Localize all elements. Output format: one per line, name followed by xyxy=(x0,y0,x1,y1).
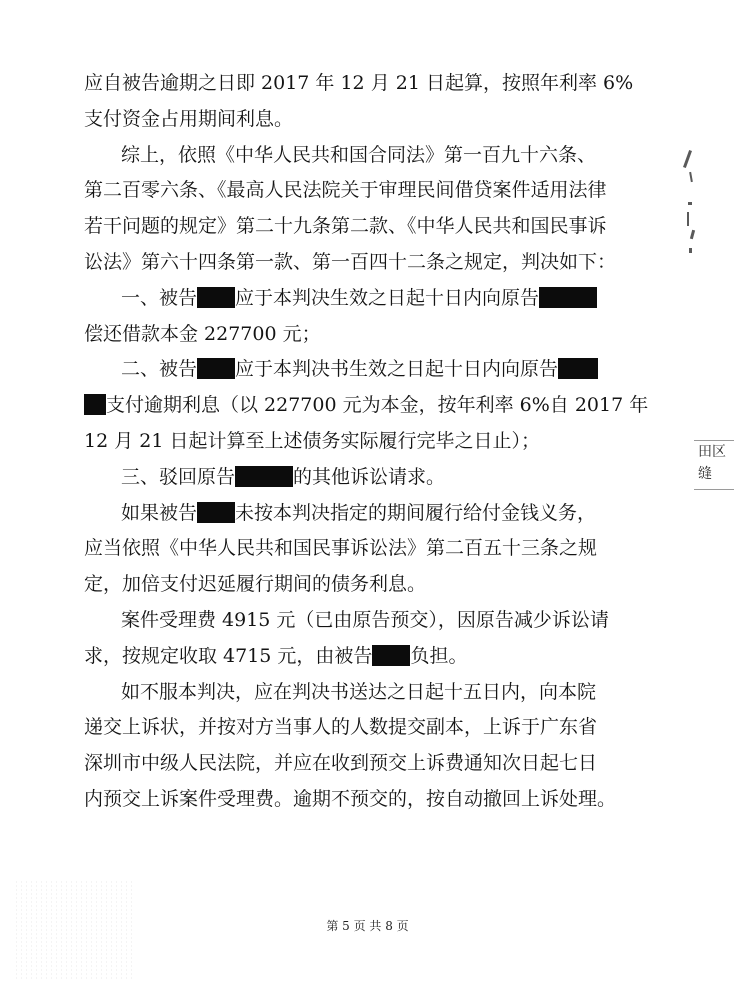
line-text: 一、被告 xyxy=(121,286,198,309)
line-text: 应于本判决生效之日起十日内向原告 xyxy=(235,286,540,309)
seam-stamp-line1: 田区 xyxy=(698,444,726,460)
scan-edge-marks xyxy=(684,150,698,260)
line-text: 偿还借款本金 227700 元； xyxy=(84,322,321,345)
seam-stamp-line2: 缝 xyxy=(698,466,712,482)
text-line xyxy=(84,393,648,417)
line-text: 应自被告逾期之日即 2017 年 12 月 21 日起算，按照年利率 6% xyxy=(84,72,634,94)
line-text: 负担。 xyxy=(410,644,468,667)
text-line xyxy=(84,429,540,453)
text-line xyxy=(121,501,596,525)
line-text: 案件受理费 4915 元（已由原告预交），因原告减少诉讼请 xyxy=(121,609,609,631)
redaction-box xyxy=(372,645,410,666)
text-line xyxy=(84,644,467,668)
text-line xyxy=(84,178,607,202)
line-text: 支付资金占用期间利息。 xyxy=(84,107,294,130)
page-footer: 第 5 页 共 8 页 xyxy=(326,919,409,933)
line-text: 定，加倍支付迟延履行期间的债务利息。 xyxy=(84,573,427,596)
text-line xyxy=(84,214,607,238)
text-line xyxy=(84,751,597,775)
redaction-box xyxy=(235,466,293,487)
line-text: 求，按规定收取 4715 元，由被告 xyxy=(84,644,373,667)
redaction-box xyxy=(539,287,597,308)
line-text: 应当依照《中华人民共和国民事诉讼法》第二百五十三条之规 xyxy=(84,537,598,560)
line-text: 支付逾期利息（以 227700 元为本金，按年利率 6%自 2017 年 xyxy=(106,394,649,417)
line-text: 若干问题的规定》第二十九条第二款、《中华人民共和国民事诉 xyxy=(84,215,607,238)
text-line xyxy=(84,107,293,131)
redaction-box xyxy=(197,502,235,523)
line-text: 综上，依照《中华人民共和国合同法》第一百九十六条、 xyxy=(121,143,597,166)
line-text: 12 月 21 日起计算至上述债务实际履行完毕之日止）； xyxy=(84,430,540,452)
seam-stamp xyxy=(694,440,734,490)
line-text: 讼法》第六十四条第一款、第一百四十二条之规定，判决如下： xyxy=(84,251,617,273)
line-text: 未按本判决指定的期间履行给付金钱义务， xyxy=(235,501,597,524)
text-line xyxy=(121,680,596,704)
text-line xyxy=(121,357,598,381)
text-line xyxy=(84,536,597,560)
line-text: 递交上诉状，并按对方当事人的人数提交副本，上诉于广东省 xyxy=(84,716,598,739)
redaction-box xyxy=(558,358,598,379)
text-line xyxy=(84,787,616,811)
line-text: 应于本判决书生效之日起十日内向原告 xyxy=(235,358,559,381)
line-text: 如果被告 xyxy=(121,501,198,524)
redaction-box xyxy=(84,394,106,415)
text-line xyxy=(84,71,633,95)
line-text: 如不服本判决，应在判决书送达之日起十五日内，向本院 xyxy=(121,680,597,703)
text-line xyxy=(121,286,597,310)
text-line xyxy=(121,465,445,489)
text-line xyxy=(84,715,597,739)
text-line xyxy=(84,250,616,274)
redaction-box xyxy=(197,287,235,308)
redaction-box xyxy=(197,358,235,379)
text-line xyxy=(121,143,596,167)
text-line xyxy=(84,322,321,346)
line-text: 深圳市中级人民法院，并应在收到预交上诉费通知次日起七日 xyxy=(84,752,598,775)
line-text: 二、被告 xyxy=(121,358,198,381)
line-text: 内预交上诉案件受理费。逾期不预交的，按自动撤回上诉处理。 xyxy=(84,788,617,810)
text-line xyxy=(121,608,609,632)
line-text: 第二百零六条、《最高人民法院关于审理民间借贷案件适用法律 xyxy=(84,179,607,202)
line-text: 的其他诉讼请求。 xyxy=(293,465,446,488)
text-line xyxy=(84,572,426,596)
line-text: 三、驳回原告 xyxy=(121,465,236,488)
